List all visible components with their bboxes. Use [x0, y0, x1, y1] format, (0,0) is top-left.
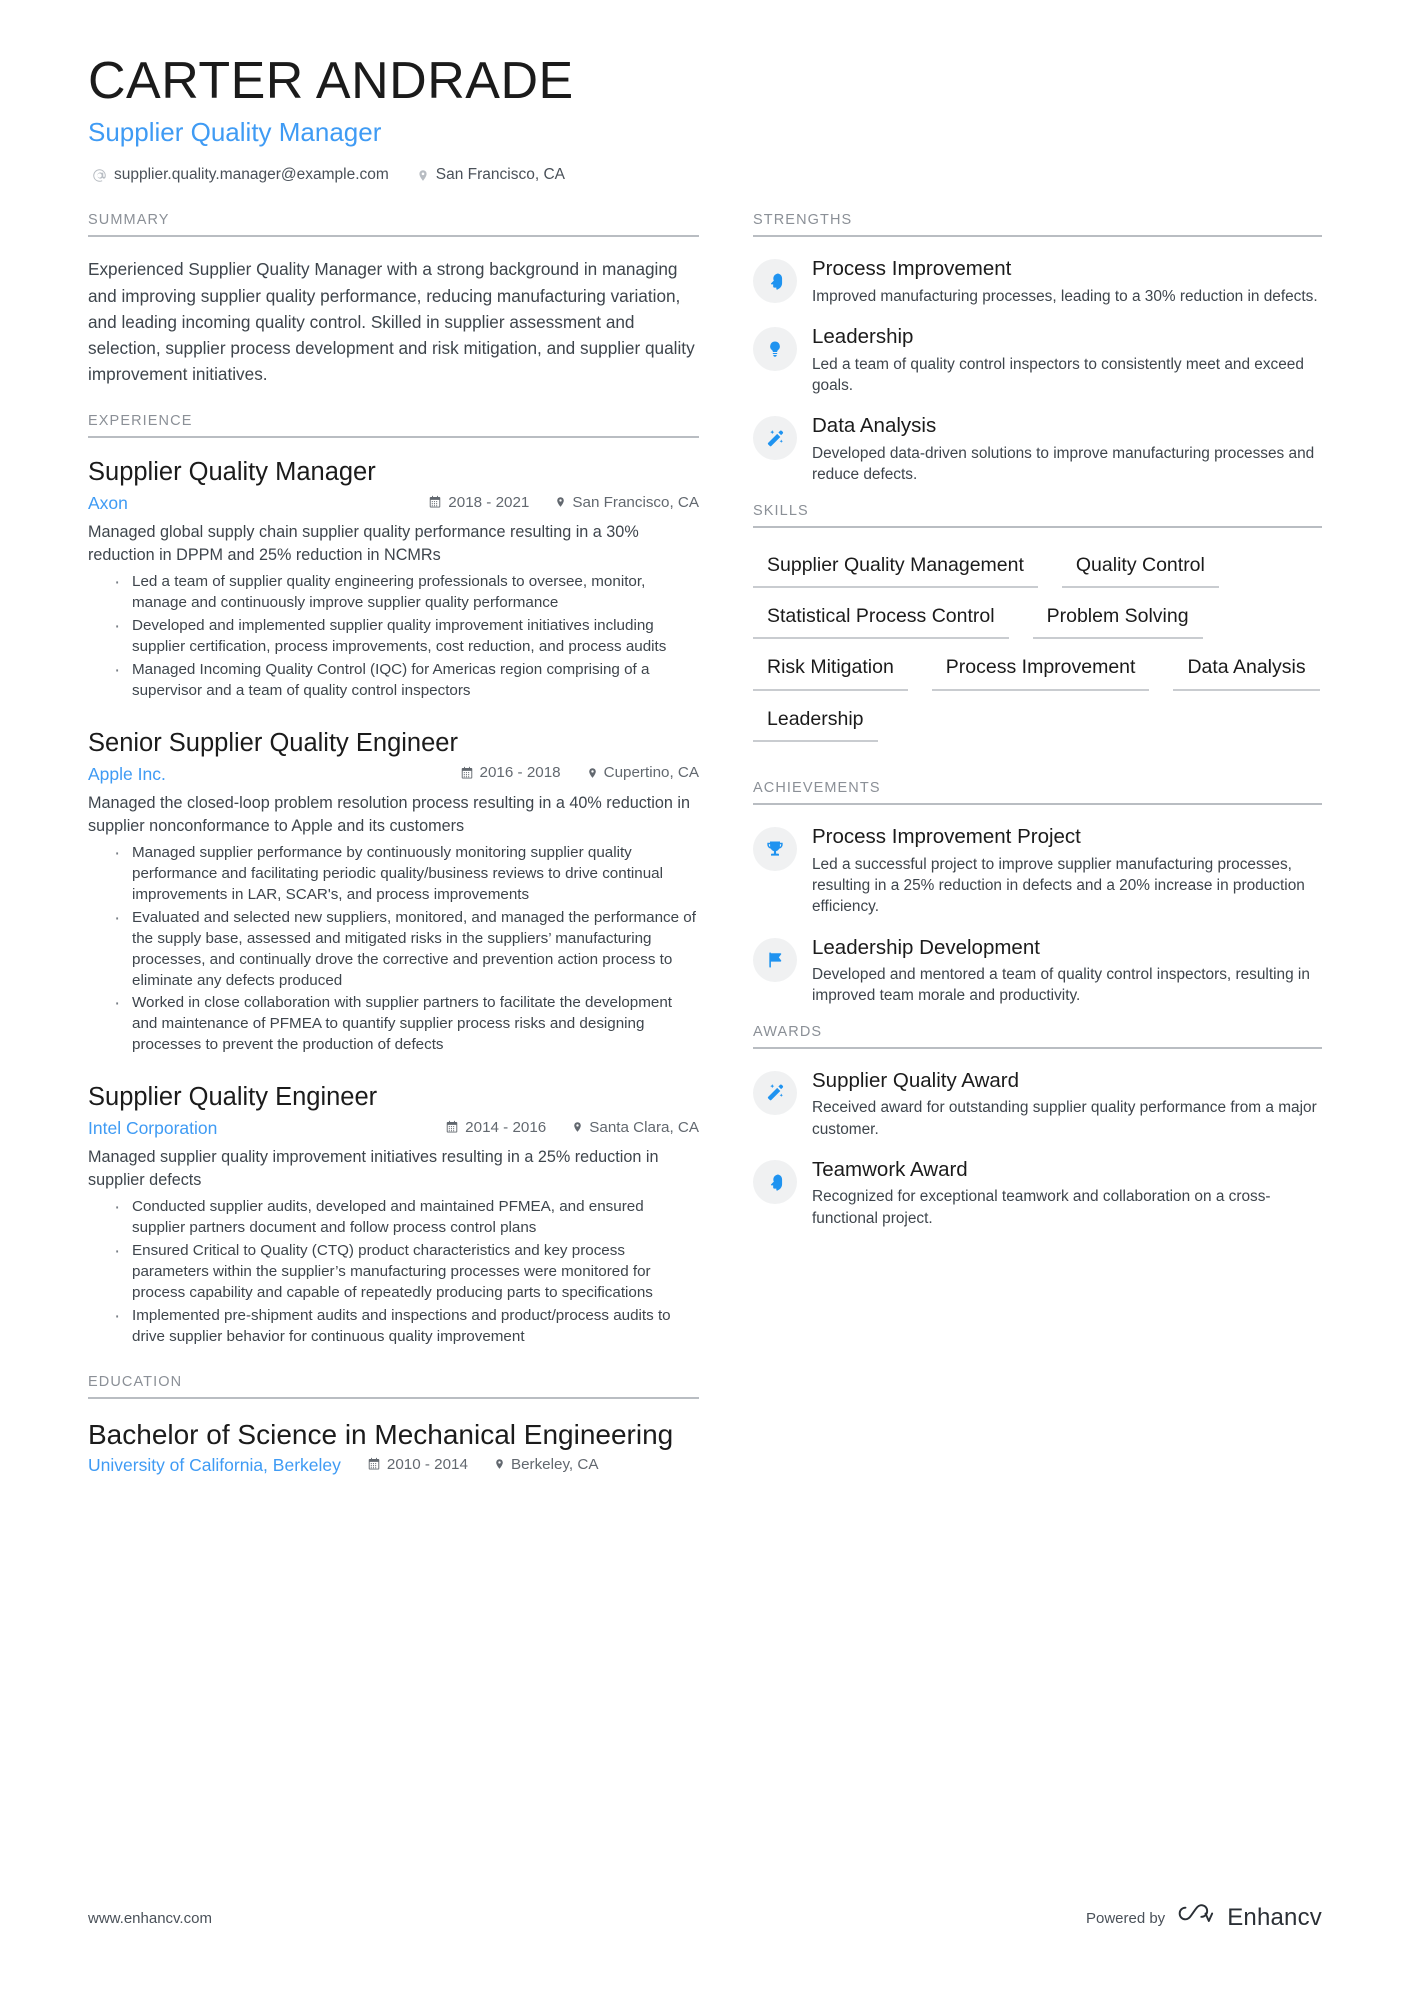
section-title-strengths: STRENGTHS	[753, 212, 1322, 237]
experience-bullet-list	[88, 572, 699, 702]
strength-title: Leadership	[812, 325, 914, 349]
experience-description: Managed the closed-loop problem resolution process resulting in a 40% reduction in supplier nonconformance to Apple and its customers	[88, 793, 690, 835]
section-strengths	[753, 212, 1322, 485]
experience-description: Managed supplier quality improvement initiatives resulting in a 25% reduction in supplier defects	[88, 1148, 659, 1190]
experience-location: Cupertino, CA	[587, 764, 699, 781]
awards-list	[753, 1049, 1322, 1229]
calendar-icon	[445, 1120, 459, 1134]
skill-tag[interactable]: Risk Mitigation	[753, 649, 908, 690]
strength-item	[753, 256, 1322, 307]
education-meta	[88, 1455, 699, 1476]
skills-list	[753, 528, 1322, 753]
strength-item	[753, 413, 1322, 485]
contact-email[interactable]	[92, 166, 389, 184]
trophy-icon	[753, 827, 797, 871]
location-pin-icon	[494, 1457, 505, 1471]
experience-company[interactable]: Apple Inc.	[88, 763, 166, 784]
experience-dates: 2014 - 2016	[445, 1119, 546, 1136]
achievement-description: Led a successful project to improve supplier manufacturing processes, resulting in a 25% reduction in defects and a 20% increase in production efficiency.	[812, 855, 1305, 916]
contact-location	[417, 166, 565, 184]
experience-bullet-list	[88, 843, 699, 1057]
section-title-skills: SKILLS	[753, 503, 1322, 528]
education-school[interactable]: University of California, Berkeley	[88, 1455, 341, 1476]
achievement-title: Process Improvement Project	[812, 825, 1081, 849]
achievement-description: Developed and mentored a team of quality control inspectors, resulting in improved team morale and productivity.	[812, 966, 1310, 1005]
experience-bullet-list	[88, 1197, 699, 1348]
experience-list	[88, 438, 699, 1348]
section-summary	[88, 212, 699, 407]
section-title-achievements: ACHIEVEMENTS	[753, 780, 1322, 805]
strength-title: Process Improvement	[812, 257, 1012, 281]
skill-tag[interactable]: Data Analysis	[1173, 649, 1319, 690]
contact-email-text: supplier.quality.manager@example.com	[114, 166, 389, 184]
location-pin-icon	[555, 495, 566, 509]
experience-location: Santa Clara, CA	[572, 1119, 699, 1136]
achievement-title: Leadership Development	[812, 935, 1040, 959]
experience-meta	[88, 493, 699, 514]
skill-tag[interactable]: Quality Control	[1062, 547, 1219, 588]
list-item: · Worked in close collaboration with supplier partners to facilitate the development and maintenance of PFMEA to quantify supplier process risks and designing processes to prevent the production of defects	[110, 993, 699, 1056]
strength-description: Led a team of quality control inspectors to consistently meet and exceed goals.	[812, 355, 1304, 395]
contact-bar	[88, 166, 1322, 184]
summary-text: Experienced Supplier Quality Manager with a strong background in managing and improving supplier quality performance, reducing manufacturing variation, and leading incoming quality control. Skilled in supplier assessment and selection, supplier process development and risk mitigation, and supplier quality improvement initiatives.	[88, 259, 695, 384]
enhancv-wordmark: Enhancv	[1227, 1904, 1322, 1931]
section-experience	[88, 413, 699, 1348]
award-title: Teamwork Award	[812, 1157, 968, 1181]
award-item	[753, 1157, 1322, 1229]
right-column	[753, 212, 1322, 1483]
experience-meta	[88, 764, 699, 785]
magic-wand-icon	[753, 416, 797, 460]
location-pin-icon	[572, 1120, 583, 1134]
strength-description: Developed data-driven solutions to improve manufacturing processes and reduce defects.	[812, 445, 1315, 484]
at-icon	[92, 168, 107, 183]
achievement-item	[753, 935, 1322, 1007]
experience-entry	[88, 457, 699, 702]
calendar-icon	[367, 1457, 381, 1471]
magic-wand-icon	[753, 1071, 797, 1115]
achievement-item	[753, 824, 1322, 917]
enhancv-logo	[1178, 1903, 1322, 1933]
experience-job-title: Senior Supplier Quality Engineer	[88, 728, 458, 757]
left-column	[88, 212, 699, 1483]
experience-dates: 2018 - 2021	[428, 494, 529, 511]
experience-dates: 2016 - 2018	[460, 764, 561, 781]
education-entry	[88, 1418, 699, 1476]
contact-location-text: San Francisco, CA	[435, 166, 565, 184]
section-title-experience: EXPERIENCE	[88, 413, 699, 438]
skill-tag[interactable]: Leadership	[753, 701, 878, 742]
award-title: Supplier Quality Award	[812, 1068, 1020, 1092]
experience-job-title: Supplier Quality Manager	[88, 458, 376, 487]
list-item: · Ensured Critical to Quality (CTQ) product characteristics and key process parameters within the supplier’s manufacturing processes were monitored for process capability and capable of repeatedly producing parts to specifications	[110, 1241, 699, 1304]
list-item: · Conducted supplier audits, developed and maintained PFMEA, and ensured supplier partners document and follow process control plans	[110, 1197, 699, 1239]
lightbulb-icon	[753, 327, 797, 371]
education-dates: 2010 - 2014	[367, 1456, 468, 1473]
section-education	[88, 1374, 699, 1476]
skill-tag[interactable]: Supplier Quality Management	[753, 547, 1038, 588]
award-description: Recognized for exceptional teamwork and collaboration on a cross-functional project.	[812, 1188, 1271, 1227]
experience-company[interactable]: Intel Corporation	[88, 1118, 218, 1139]
list-item: · Implemented pre-shipment audits and inspections and product/process audits to drive supplier behavior for continuous quality improvement	[110, 1306, 699, 1348]
strength-title: Data Analysis	[812, 414, 937, 438]
strength-description: Improved manufacturing processes, leading to a 30% reduction in defects.	[812, 288, 1318, 306]
location-pin-icon	[587, 766, 598, 780]
section-awards	[753, 1024, 1322, 1229]
experience-location: San Francisco, CA	[555, 494, 699, 511]
footer-brand	[1086, 1903, 1322, 1933]
list-item: · Led a team of supplier quality engineering professionals to oversee, monitor, manage and continuously improve supplier quality performance	[110, 572, 699, 614]
skill-tag[interactable]: Statistical Process Control	[753, 598, 1009, 639]
list-item: · Evaluated and selected new suppliers, monitored, and managed the performance of the supply base, assessed and mitigated risks in the suppliers’ manufacturing processes, and continually drove the corrective and prevention action process to eliminate any defects produced	[110, 908, 699, 992]
calendar-icon	[428, 495, 442, 509]
page-footer	[88, 1903, 1322, 1933]
experience-job-title: Supplier Quality Engineer	[88, 1083, 378, 1112]
award-item	[753, 1068, 1322, 1140]
list-item: · Developed and implemented supplier quality improvement initiatives including supplier certification, process improvements, cost reduction, and process audits	[110, 616, 699, 658]
experience-entry	[88, 728, 699, 1057]
section-title-summary: SUMMARY	[88, 212, 699, 237]
experience-company[interactable]: Axon	[88, 493, 128, 513]
section-title-education: EDUCATION	[88, 1374, 699, 1399]
page-title: CARTER ANDRADE	[88, 52, 574, 110]
section-title-awards: AWARDS	[753, 1024, 1322, 1049]
resume-body	[88, 212, 1322, 1483]
strength-item	[753, 324, 1322, 396]
flag-icon	[753, 938, 797, 982]
brain-icon	[753, 1160, 797, 1204]
education-degree: Bachelor of Science in Mechanical Engineering	[88, 1419, 674, 1451]
strengths-list	[753, 237, 1322, 485]
section-achievements	[753, 780, 1322, 1007]
footer-powered-by: Powered by	[1085, 1909, 1166, 1927]
award-description: Received award for outstanding supplier quality performance from a major customer.	[812, 1099, 1317, 1138]
footer-website[interactable]: www.enhancv.com	[88, 1909, 212, 1927]
skill-tag[interactable]: Process Improvement	[932, 649, 1150, 690]
experience-meta	[88, 1118, 699, 1139]
list-item: · Managed supplier performance by continuously monitoring supplier quality performance and facilitating periodic quality/business reviews to drive continual improvements in LAR, SCAR's, and process improvements	[110, 843, 699, 906]
skill-tag[interactable]: Problem Solving	[1033, 598, 1203, 639]
brain-icon	[753, 259, 797, 303]
achievements-list	[753, 805, 1322, 1007]
section-skills	[753, 503, 1322, 753]
calendar-icon	[460, 766, 474, 780]
experience-description: Managed global supply chain supplier quality performance resulting in a 30% reduction in DPPM and 25% reduction in NCMRs	[88, 523, 639, 564]
enhancv-glyph-icon	[1178, 1903, 1218, 1933]
job-role-subtitle: Supplier Quality Manager	[88, 117, 382, 148]
list-item: · Managed Incoming Quality Control (IQC) for Americas region comprising of a supervisor and a team of quality control inspectors	[110, 660, 699, 702]
resume-header	[88, 52, 1322, 184]
education-location: Berkeley, CA	[494, 1456, 599, 1473]
location-pin-icon	[417, 168, 429, 183]
experience-entry	[88, 1082, 699, 1348]
education-list	[88, 1399, 699, 1476]
